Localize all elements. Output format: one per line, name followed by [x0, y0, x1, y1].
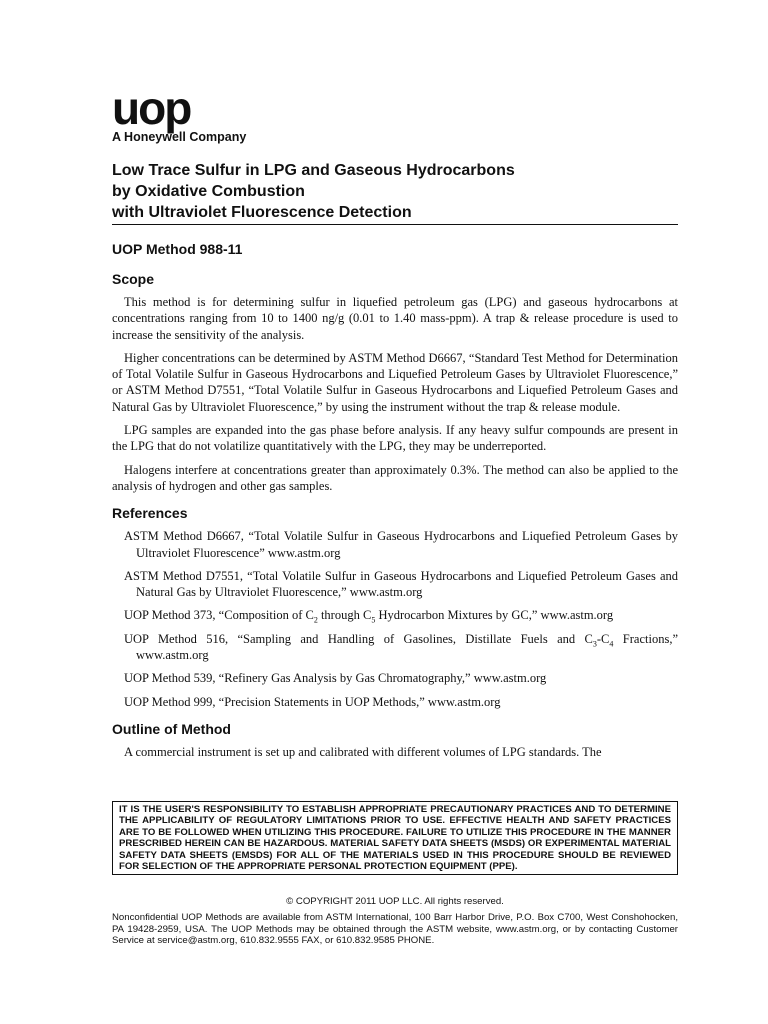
title-line-3: with Ultraviolet Fluorescence Detection — [112, 204, 412, 221]
copyright-notice: © COPYRIGHT 2011 UOP LLC. All rights reserved. — [286, 896, 504, 907]
subscript: 5 — [371, 615, 376, 625]
reference-text: UOP Method 373, “Composition of C — [124, 608, 314, 623]
scope-paragraph-3: LPG samples are expanded into the gas phase before analysis. If any heavy sulfur compounds are present in the LPG that do not volatilize quantitatively with the LPG, they may be underreported. — [112, 423, 678, 454]
document-body — [112, 240, 678, 767]
reference-item: ASTM Method D6667, “Total Volatile Sulfur in Gaseous Hydrocarbons and Liquefied Petroleum Gases by Ultraviolet Fluorescence” www.astm.org — [124, 529, 678, 560]
scope-heading: Scope — [112, 271, 155, 287]
logo-wordmark: uop — [112, 82, 191, 134]
reference-text: through C — [317, 608, 372, 623]
reference-item — [112, 631, 678, 664]
reference-item: ASTM Method D7551, “Total Volatile Sulfur in Gaseous Hydrocarbons and Liquefied Petroleum Gases and Natural Gas by Ultraviolet Fluorescence,” www.astm.org — [124, 568, 678, 600]
reference-text: -C — [596, 631, 610, 646]
scope-paragraph-2: Higher concentrations can be determined by ASTM Method D6667, “Standard Test Method for Determination of Total Volatile Sulfur in Gaseous Hydrocarbons and Liquefied Petroleum Gases by Ultraviolet Fluorescence,” or ASTM Method D7551, “Total Volatile Sulfur in Gaseous Hydrocarbons and Liquefied Petroleum Gases and Natural Gas by Ultraviolet Fluorescence,” by using the instrument without the trap & release module. — [112, 350, 678, 414]
reference-text: Fractions,” www.astm.org — [136, 631, 678, 663]
reference-item: UOP Method 999, “Precision Statements in UOP Methods,” www.astm.org — [124, 694, 501, 709]
uop-logo — [112, 82, 247, 144]
logo-subtitle: A Honeywell Company — [112, 130, 247, 144]
scope-paragraph-1: This method is for determining sulfur in liquefied petroleum gas (LPG) and gaseous hydrocarbons at concentrations ranging from 10 to 1400 ng/g (0.01 to 1.40 mass-ppm). A trap & release procedure is used to increase the sensitivity of the analysis. — [112, 295, 678, 342]
subscript: 2 — [313, 615, 318, 625]
footer-notice: Nonconfidential UOP Methods are available from ASTM International, 100 Barr Harbor Drive, P.O. Box C700, West Conshohocken, PA 19428-2959, USA. The UOP Methods may be obtained through the ASTM website, www.astm.org, or by contacting Customer Service at service@astm.org, 610.832.9555 FAX, or 610.832.9585 PHONE. — [112, 912, 678, 947]
safety-warning-box: IT IS THE USER'S RESPONSIBILITY TO ESTABLISH APPROPRIATE PRECAUTIONARY PRACTICES AND TO DETERMINE THE APPLICABILITY OF REGULATORY LIMITATIONS PRIOR TO USE. EFFECTIVE HEALTH AND SAFETY PRACTICES ARE TO BE FOLLOWED WHEN UTILIZING THIS PROCEDURE. FAILURE TO UTILIZE THIS PROCEDURE IN THE MANNER PRESCRIBED HEREIN CAN BE HAZARDOUS. MATERIAL SAFETY DATA SHEETS (MSDS) OR EXPERIMENTAL MATERIAL SAFETY DATA SHEETS (EMSDS) FOR ALL OF THE MATERIALS USED IN THIS PROCEDURE SHOULD BE REVIEWED FOR SELECTION OF THE APPROPRIATE PERSONAL PROTECTION EQUIPMENT (PPE). — [112, 801, 678, 875]
subscript: 3 — [592, 639, 597, 649]
outline-heading: Outline of Method — [112, 720, 231, 737]
outline-paragraph-1: A commercial instrument is set up and calibrated with different volumes of LPG standards. The — [124, 744, 602, 759]
references-heading: References — [112, 505, 188, 522]
reference-text: UOP Method 516, “Sampling and Handling of Gasolines, Distillate Fuels and C — [124, 631, 593, 646]
scope-paragraph-4: Halogens interfere at concentrations greater than approximately 0.3%. The method can also be applied to the analysis of hydrogen and other gas samples. — [112, 462, 678, 493]
reference-text: Hydrocarbon Mixtures by GC,” www.astm.org — [375, 608, 614, 623]
method-number: UOP Method 988-11 — [112, 241, 243, 257]
subscript: 4 — [609, 639, 614, 649]
reference-item: UOP Method 539, “Refinery Gas Analysis by Gas Chromatography,” www.astm.org — [124, 671, 547, 686]
title-line-1: Low Trace Sulfur in LPG and Gaseous Hydrocarbons — [112, 162, 515, 179]
title-line-2: by Oxidative Combustion — [112, 183, 305, 200]
reference-item — [112, 607, 678, 623]
document-title — [112, 160, 678, 225]
